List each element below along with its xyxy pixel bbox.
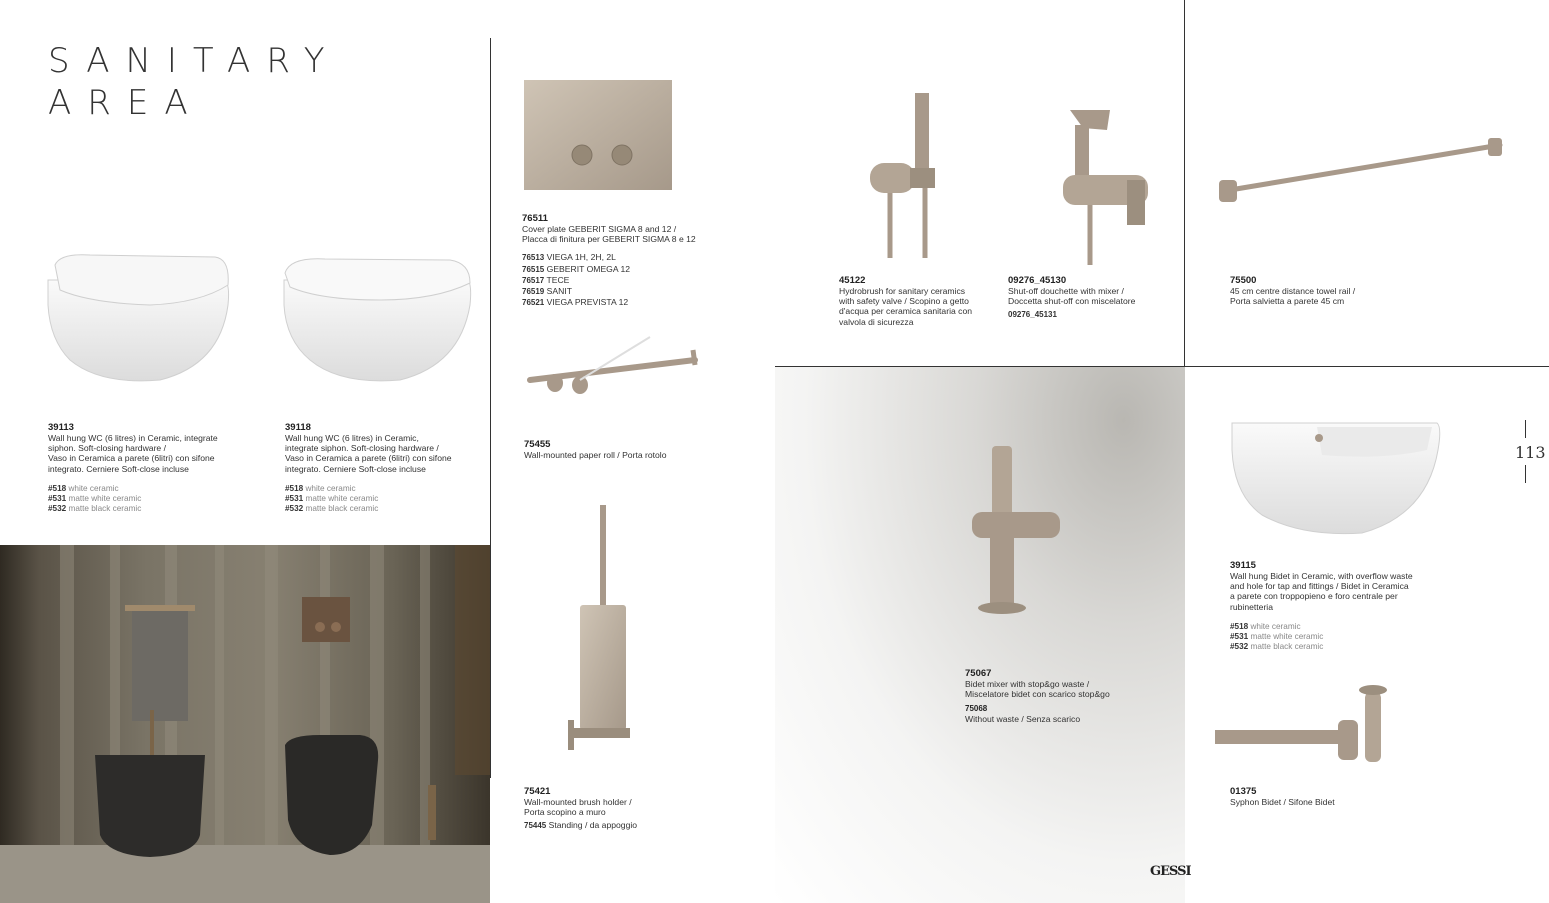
page-num-tick-bottom xyxy=(1525,465,1526,483)
syphon-bidet-image xyxy=(1210,682,1400,767)
divider-left xyxy=(490,38,491,778)
product-description: Syphon Bidet / Sifone Bidet xyxy=(1230,797,1335,807)
product-39113 xyxy=(48,422,268,514)
finish-item: #532 matte black ceramic xyxy=(1230,641,1324,651)
product-description: Wall hung WC (6 litres) in Ceramic, integrate siphon. Soft-closing hardware / Vaso in Ceramica a parete (6litri) con sifone integrato. Cerniere Soft-close incluse xyxy=(285,433,452,474)
page-num-tick-top xyxy=(1525,420,1526,438)
towel-rail-image xyxy=(1205,130,1515,210)
finish-item: #531 matte white ceramic xyxy=(1230,631,1324,641)
product-code: 39118 xyxy=(285,422,311,433)
cover-plate-image xyxy=(522,75,674,193)
variant-item: 76517 TECE xyxy=(522,274,570,285)
brand-logo: GESSI xyxy=(1150,864,1191,879)
product-09276-45130 xyxy=(1008,275,1178,321)
product-76511 xyxy=(522,213,762,308)
product-39118 xyxy=(285,422,485,514)
brush-holder-image xyxy=(540,500,650,760)
product-description: Wall hung Bidet in Ceramic, with overflow waste and hole for tap and fittings / Bidet in Ceramica a parete con troppopieno e foro centrale per rubinetteria xyxy=(1230,571,1413,612)
product-code: 76511 xyxy=(522,213,548,224)
product-description: 45 cm centre distance towel rail / Porta salvietta a parete 45 cm xyxy=(1230,286,1356,307)
product-75455 xyxy=(524,439,744,460)
product-code: 75421 xyxy=(524,786,551,797)
product-code: 75067 xyxy=(965,668,992,679)
wc-39113-image xyxy=(30,245,240,390)
product-45122 xyxy=(839,275,1004,327)
finish-item: #518 white ceramic xyxy=(48,483,119,493)
product-code: 75500 xyxy=(1230,275,1257,286)
finish-item: #531 matte white ceramic xyxy=(285,493,379,503)
product-description: Shut-off douchette with mixer / Doccetta shut-off con miscelatore xyxy=(1008,286,1136,307)
variant-code: 75068 xyxy=(965,704,988,714)
product-description: Wall hung WC (6 litres) in Ceramic, integrate siphon. Soft-closing hardware / Vaso in Ceramica a parete (6litri) con sifone integrato. Cerniere Soft-close incluse xyxy=(48,433,218,474)
page-title-line2: AREA xyxy=(48,83,204,123)
douchette-image xyxy=(1035,100,1155,270)
product-code: 45122 xyxy=(839,275,866,286)
variant-description: Without waste / Senza scarico xyxy=(965,714,1081,725)
product-01375 xyxy=(1230,786,1430,807)
hydrobrush-image xyxy=(860,88,950,263)
page-number: 113 xyxy=(1515,443,1546,462)
variant-item: 76519 SANIT xyxy=(522,286,572,297)
product-code: 09276_45130 xyxy=(1008,275,1067,286)
product-description: Hydrobrush for sanitary ceramics with safety valve / Scopino a getto d'acqua per ceramica sanitaria con valvola di sicurezza xyxy=(839,286,973,327)
finish-item: #518 white ceramic xyxy=(1230,621,1301,631)
product-75067 xyxy=(965,668,1165,725)
finish-item: #532 matte black ceramic xyxy=(285,503,379,513)
product-description: Cover plate GEBERIT SIGMA 8 and 12 / Placca di finitura per GEBERIT SIGMA 8 e 12 xyxy=(522,224,696,245)
paper-roll-holder-image xyxy=(510,325,705,420)
bidet-mixer-image xyxy=(960,440,1070,620)
variant-item: 76513 VIEGA 1H, 2H, 2L xyxy=(522,252,616,263)
product-39115 xyxy=(1230,560,1450,652)
wc-39118-image xyxy=(270,245,480,390)
variant-item: 76515 GEBERIT OMEGA 12 xyxy=(522,263,631,274)
page-title xyxy=(48,40,341,124)
bathroom-scene-illustration xyxy=(0,545,490,903)
page-title-line1: SANITARY xyxy=(48,41,341,81)
product-description: Wall-mounted paper roll / Porta rotolo xyxy=(524,450,667,460)
product-75500 xyxy=(1230,275,1430,306)
product-code: 75455 xyxy=(524,439,551,450)
bidet-39115-image xyxy=(1222,405,1447,540)
finish-item: #531 matte white ceramic xyxy=(48,493,142,503)
product-code: 01375 xyxy=(1230,786,1257,797)
product-code: 39113 xyxy=(48,422,74,433)
product-code: 39115 xyxy=(1230,560,1256,571)
variant-item: 75445 Standing / da appoggio xyxy=(524,820,638,831)
product-description: Wall-mounted brush holder / Porta scopino a muro xyxy=(524,797,632,818)
variant-item: 09276_45131 xyxy=(1008,310,1057,320)
finish-item: #518 white ceramic xyxy=(285,483,356,493)
finish-item: #532 matte black ceramic xyxy=(48,503,142,513)
product-description: Bidet mixer with stop&go waste / Miscelatore bidet con scarico stop&go xyxy=(965,679,1110,700)
variant-item: 76521 VIEGA PREVISTA 12 xyxy=(522,297,629,308)
product-75421 xyxy=(524,786,744,832)
bathroom-photo xyxy=(0,545,490,903)
